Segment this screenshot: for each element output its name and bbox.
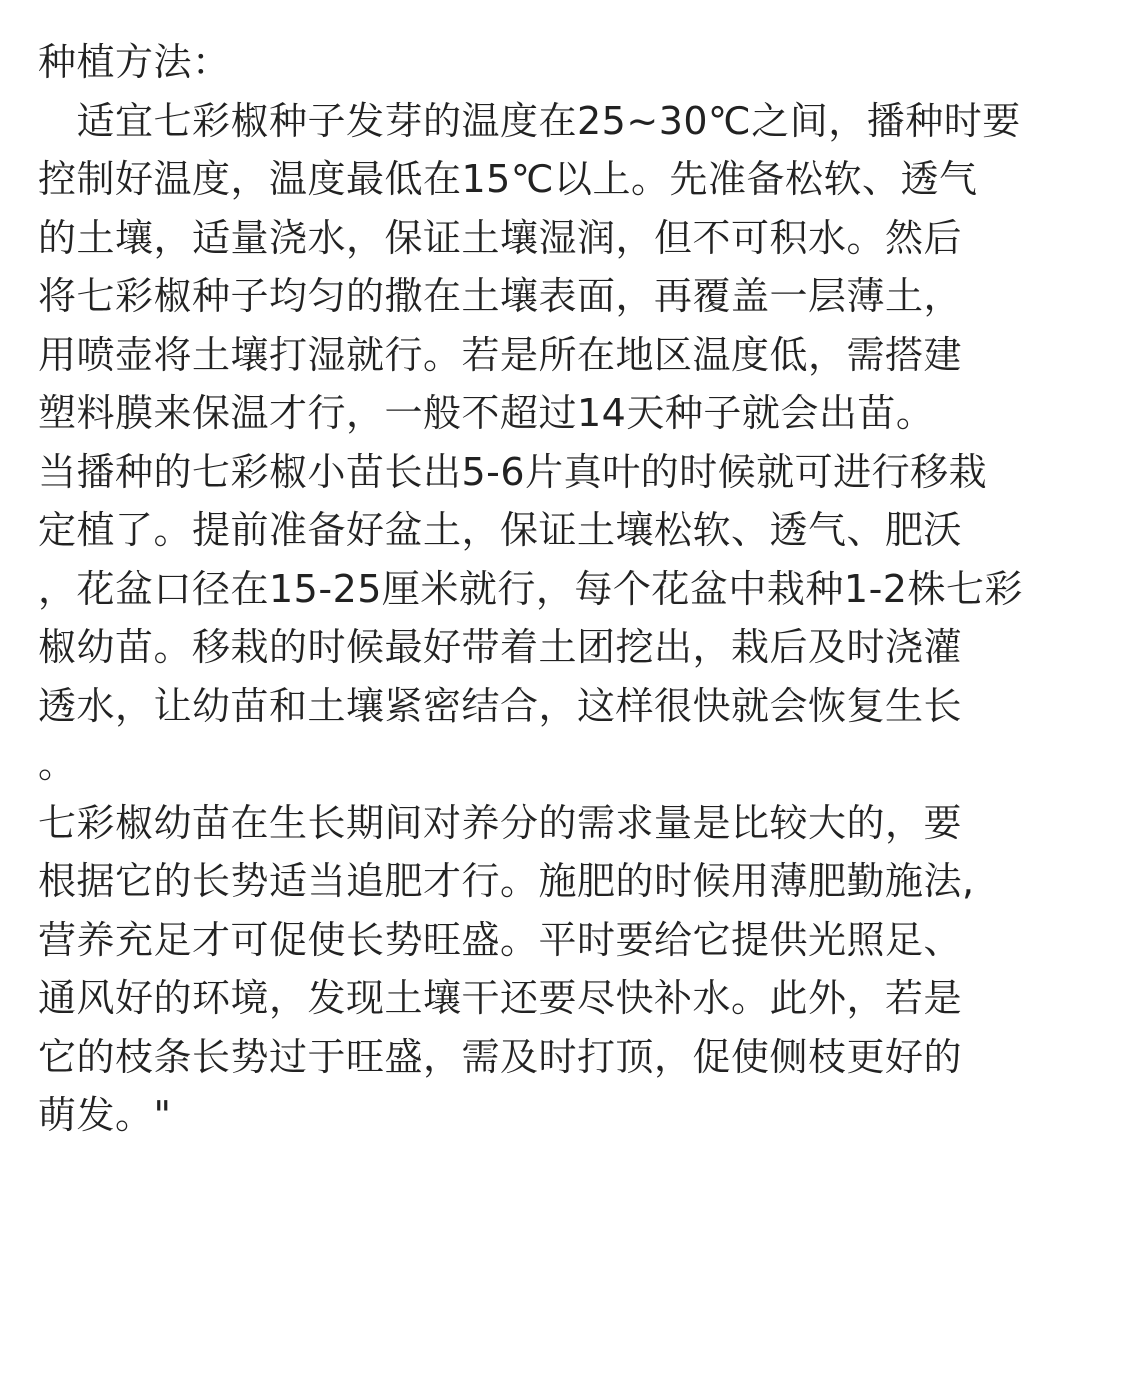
text-line: 通风好的环境，发现土壤干还要尽快补水。此外，若是 <box>38 976 963 1020</box>
text-line: ，花盆口径在15-25厘米就行，每个花盆中栽种1-2株七彩 <box>38 566 1023 611</box>
text-line: 定植了。提前准备好盆土，保证土壤松软、透气、肥沃 <box>38 508 963 552</box>
text-line: 萌发。" <box>38 1093 172 1137</box>
text-line: 。 <box>38 742 77 786</box>
text-line: 用喷壶将土壤打湿就行。若是所在地区温度低，需搭建 <box>38 332 963 377</box>
article-body <box>38 33 1098 1145</box>
text-line: 营养充足才可促使长势旺盛。平时要给它提供光照足、 <box>38 917 963 962</box>
text-line: 它的枝条长势过于旺盛，需及时打顶，促使侧枝更好的 <box>38 1034 963 1079</box>
text-line: 适宜七彩椒种子发芽的温度在25~30℃之间，播种时要 <box>38 98 1021 143</box>
text-line: 根据它的长势适当追肥才行。施肥的时候用薄肥勤施法, <box>38 859 975 903</box>
text-line: 当播种的七彩椒小苗长出5-6片真叶的时候就可进行移栽 <box>38 449 988 494</box>
text-line: 椒幼苗。移栽的时候最好带着土团挖出，栽后及时浇灌 <box>38 625 963 669</box>
text-line: 透水，让幼苗和土壤紧密结合，这样很快就会恢复生长 <box>38 683 963 728</box>
text-line: 的土壤，适量浇水，保证土壤湿润，但不可积水。然后 <box>38 215 963 260</box>
text-line: 塑料膜来保温才行，一般不超过14天种子就会出苗。 <box>38 391 935 435</box>
section-heading: 种植方法： <box>38 40 231 84</box>
text-line: 控制好温度，温度最低在15℃以上。先准备松软、透气 <box>38 157 978 201</box>
text-line: 七彩椒幼苗在生长期间对养分的需求量是比较大的，要 <box>38 800 963 845</box>
text-line: 将七彩椒种子均匀的撒在土壤表面，再覆盖一层薄土， <box>38 274 963 318</box>
